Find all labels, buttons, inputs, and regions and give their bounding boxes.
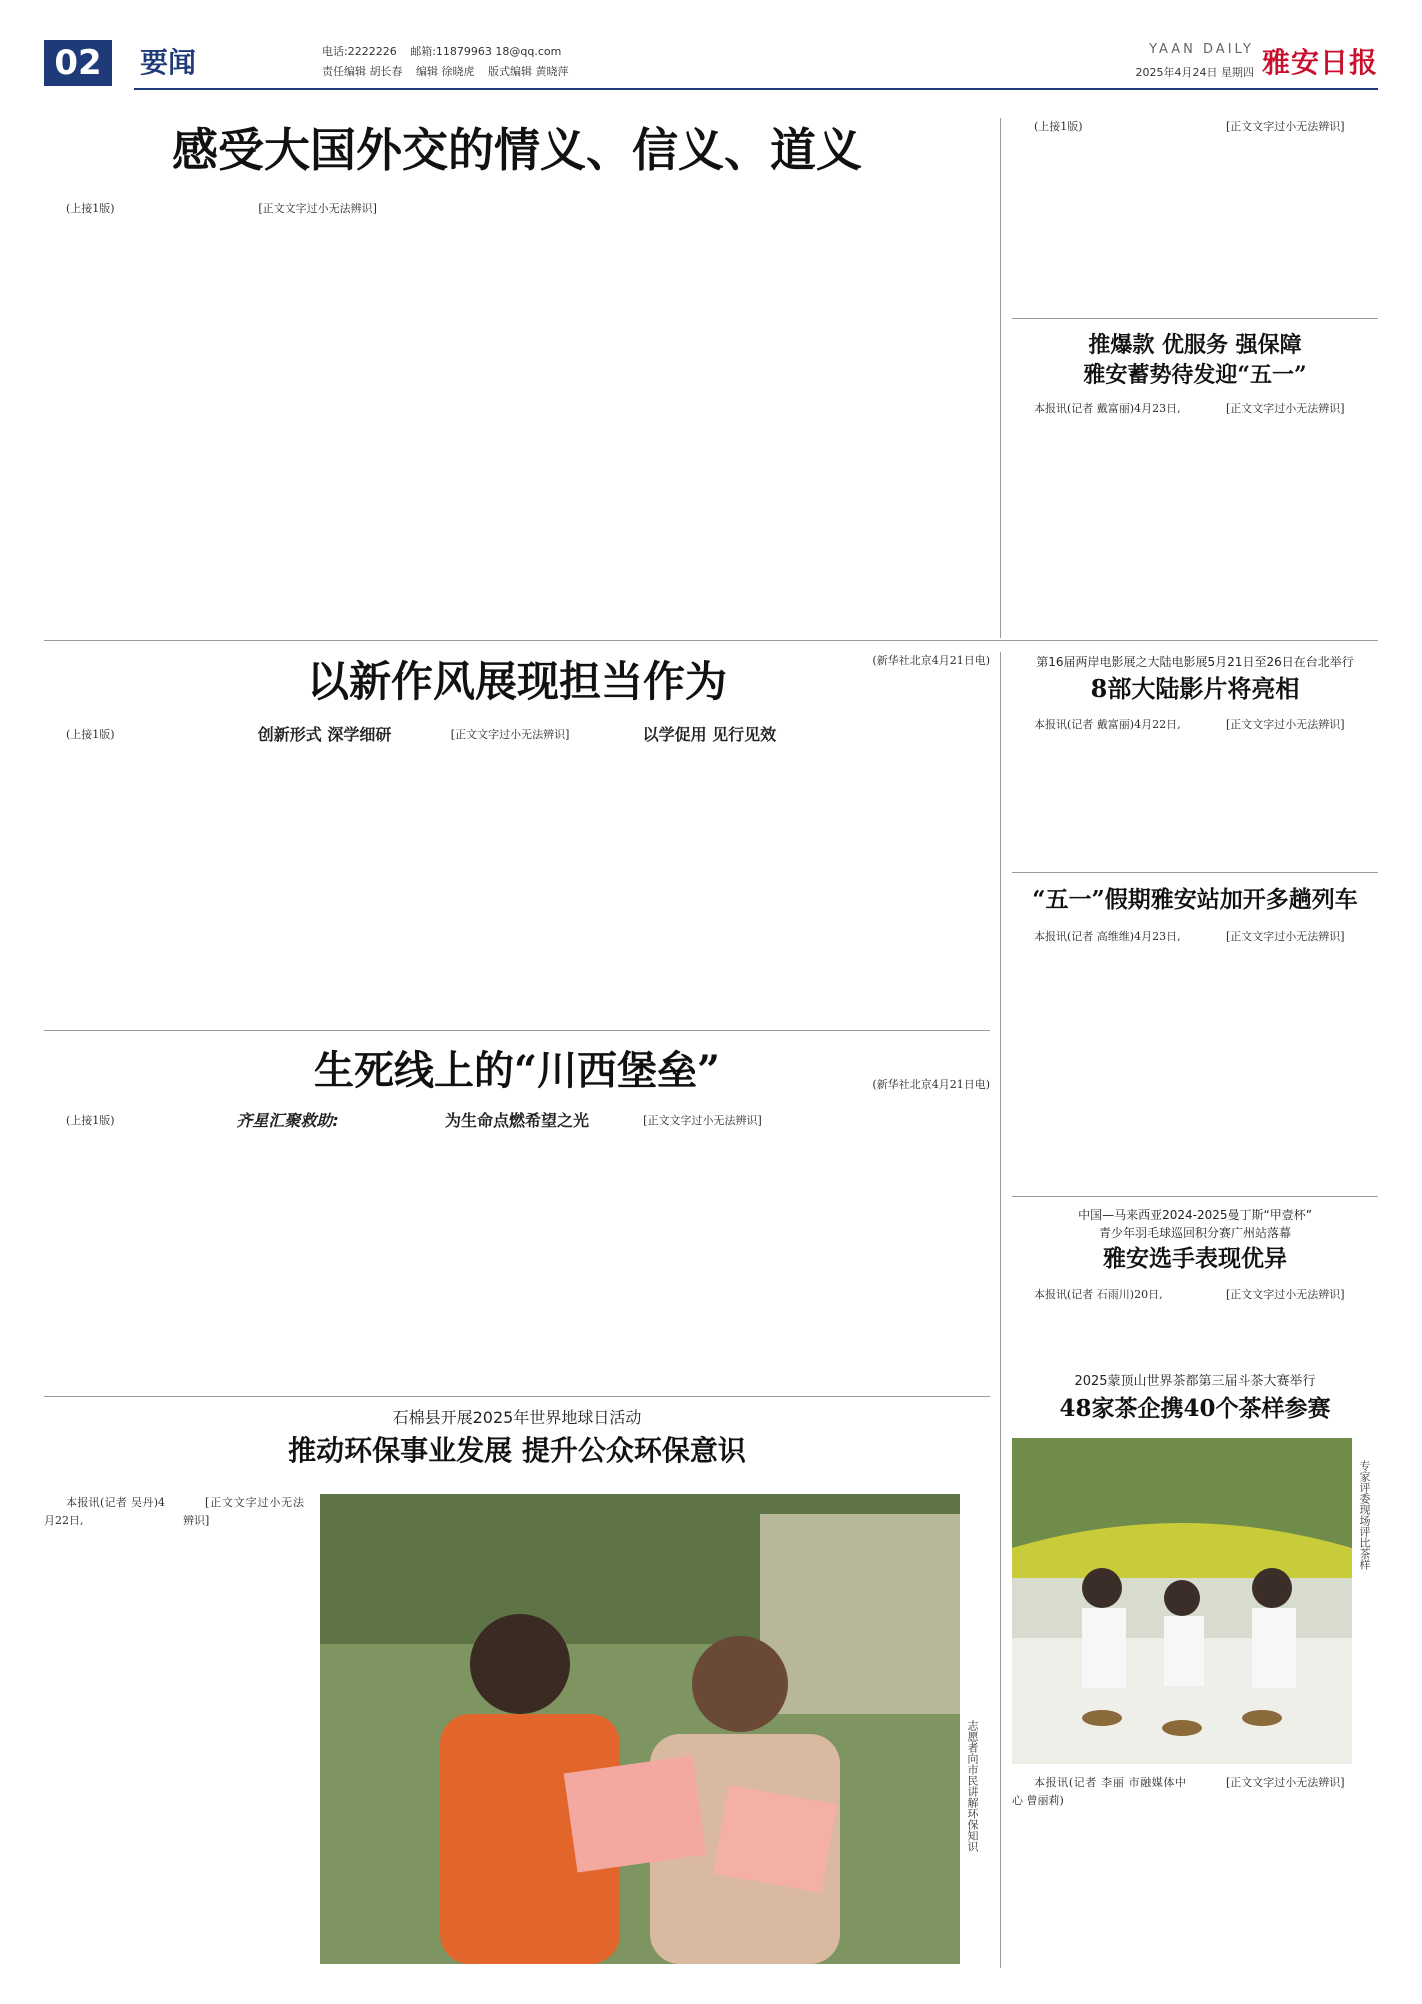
article-text: [正文文字过小无法辨识]	[258, 202, 377, 215]
article-fortress	[44, 1042, 990, 1408]
headline: “五一”假期雅安站加开多趟列车	[1032, 886, 1358, 913]
section-divider	[1012, 1196, 1378, 1197]
column-divider	[1000, 652, 1001, 1968]
article-source: (新华社北京4月21日电)	[872, 654, 990, 667]
headline: 推动环保事业发展 提升公众环保意识	[288, 1434, 746, 1467]
article-diplomacy-continued	[1012, 118, 1378, 308]
article-body	[44, 726, 990, 1074]
photo-illustration	[1012, 1438, 1352, 1764]
photo-caption: 志愿者向市民讲解环保知识	[966, 1720, 979, 1852]
email: 邮箱:11879963 18@qq.com	[410, 45, 562, 58]
article-lead: (上接1版)	[66, 202, 115, 215]
article-body	[44, 200, 990, 650]
article-body	[44, 1112, 990, 1408]
photo-illustration	[320, 1494, 960, 1964]
article-text: [正文文字过小无法辨识]	[1226, 120, 1345, 133]
masthead-info	[322, 42, 579, 82]
article-lead: 本报讯(记者 高维维)4月23日,	[1034, 930, 1181, 943]
article-text: [正文文字过小无法辨识]	[1226, 402, 1345, 415]
article-lead: 本报讯(记者 吴丹)4月22日,	[44, 1496, 165, 1527]
headline: 8部大陆影片将亮相	[1090, 674, 1300, 703]
subhead: 以学促用 见行见效	[642, 726, 777, 744]
article-train	[1012, 882, 1378, 1228]
kicker: 石棉县开展2025年世界地球日活动	[392, 1408, 642, 1427]
photo-caption: 专家评委现场评比茶样	[1358, 1460, 1371, 1570]
section-divider	[1012, 872, 1378, 873]
headline: 雅安选手表现优异	[1103, 1245, 1287, 1272]
kicker-line-2: 青少年羽毛球巡回积分赛广州站落幕	[1098, 1226, 1291, 1240]
section-divider	[44, 1396, 990, 1397]
earthday-photo	[320, 1494, 960, 1964]
editor2-credit: 编辑 徐晓虎	[416, 65, 475, 78]
tea-photo	[1012, 1438, 1352, 1764]
headline: 以新作风展现担当作为	[306, 657, 727, 706]
article-lead: 本报讯(记者 李丽 市融媒体中心 曾丽莉)	[1012, 1776, 1186, 1807]
article-tea-body	[1012, 1774, 1378, 1964]
article-lead: (上接1版)	[66, 728, 115, 741]
article-diplomacy	[44, 118, 990, 668]
headline: 生死线上的“川西堡垒”	[313, 1047, 720, 1094]
article-text: [正文文字过小无法辨识]	[1226, 1288, 1345, 1301]
page-number: 02	[44, 40, 112, 86]
phone: 电话:2222226	[322, 45, 397, 58]
article-body	[1012, 1774, 1378, 1964]
article-film	[1012, 652, 1378, 866]
subhead-italic: 齐星汇聚救助:	[236, 1112, 339, 1130]
issue-date: 2025年4月24日 星期四	[1135, 66, 1254, 79]
headline-line-1: 推爆款 优服务 强保障	[1088, 332, 1302, 358]
brand-english: YAAN DAILY	[1149, 42, 1254, 57]
newspaper-logo: 雅安日报	[1261, 46, 1378, 79]
headline-line-2: 雅安蓄势待发迎“五一”	[1083, 362, 1307, 388]
masthead-rule	[134, 88, 1378, 90]
article-body	[1012, 118, 1378, 308]
article-text: [正文文字过小无法辨识]	[1226, 1776, 1345, 1789]
article-text: [正文文字过小无法辨识]	[1226, 930, 1345, 943]
article-lead: 本报讯(记者 石雨川)20日,	[1034, 1288, 1163, 1301]
kicker: 2025蒙顶山世界茶都第三届斗茶大赛举行	[1074, 1374, 1316, 1389]
article-style	[44, 652, 990, 1092]
section-divider	[1012, 318, 1378, 319]
article-text: [正文文字过小无法辨识]	[183, 1496, 304, 1527]
article-lead: 本报讯(记者 戴富丽)4月22日,	[1034, 718, 1181, 731]
article-lead: (上接1版)	[66, 1114, 115, 1127]
article-text: [正文文字过小无法辨识]	[1226, 718, 1345, 731]
headline: 48家茶企携40个茶样参赛	[1059, 1395, 1331, 1422]
section-divider	[44, 640, 1378, 641]
article-body	[1012, 400, 1378, 636]
section-title: 要闻	[140, 46, 197, 79]
editor-credit: 责任编辑 胡长春	[322, 65, 403, 78]
kicker: 第16届两岸电影展之大陆电影展5月21日至26日在台北举行	[1036, 655, 1354, 669]
article-tea	[1012, 1372, 1378, 1426]
article-body	[44, 1494, 304, 1964]
subhead: 为生命点燃希望之光	[444, 1112, 589, 1130]
article-text: [正文文字过小无法辨识]	[643, 1114, 762, 1127]
kicker-line-1: 中国—马来西亚2024-2025曼丁斯“甲壹杯”	[1078, 1208, 1312, 1222]
headline: 感受大国外交的情义、信义、道义	[172, 123, 862, 177]
article-text: [正文文字过小无法辨识]	[450, 728, 570, 741]
article-body	[1012, 928, 1378, 1228]
article-wuyi	[1012, 330, 1378, 636]
masthead	[44, 40, 1378, 86]
subhead: 创新形式 深学细研	[257, 726, 392, 744]
article-source: (新华社北京4月21日电)	[872, 1078, 990, 1091]
article-body	[1012, 716, 1378, 866]
column-divider	[1000, 118, 1001, 638]
article-lead: 本报讯(记者 戴富丽)4月23日,	[1034, 402, 1181, 415]
layout-editor-credit: 版式编辑 黄晓萍	[488, 65, 569, 78]
section-divider	[44, 1030, 990, 1031]
article-lead: (上接1版)	[1034, 120, 1083, 133]
